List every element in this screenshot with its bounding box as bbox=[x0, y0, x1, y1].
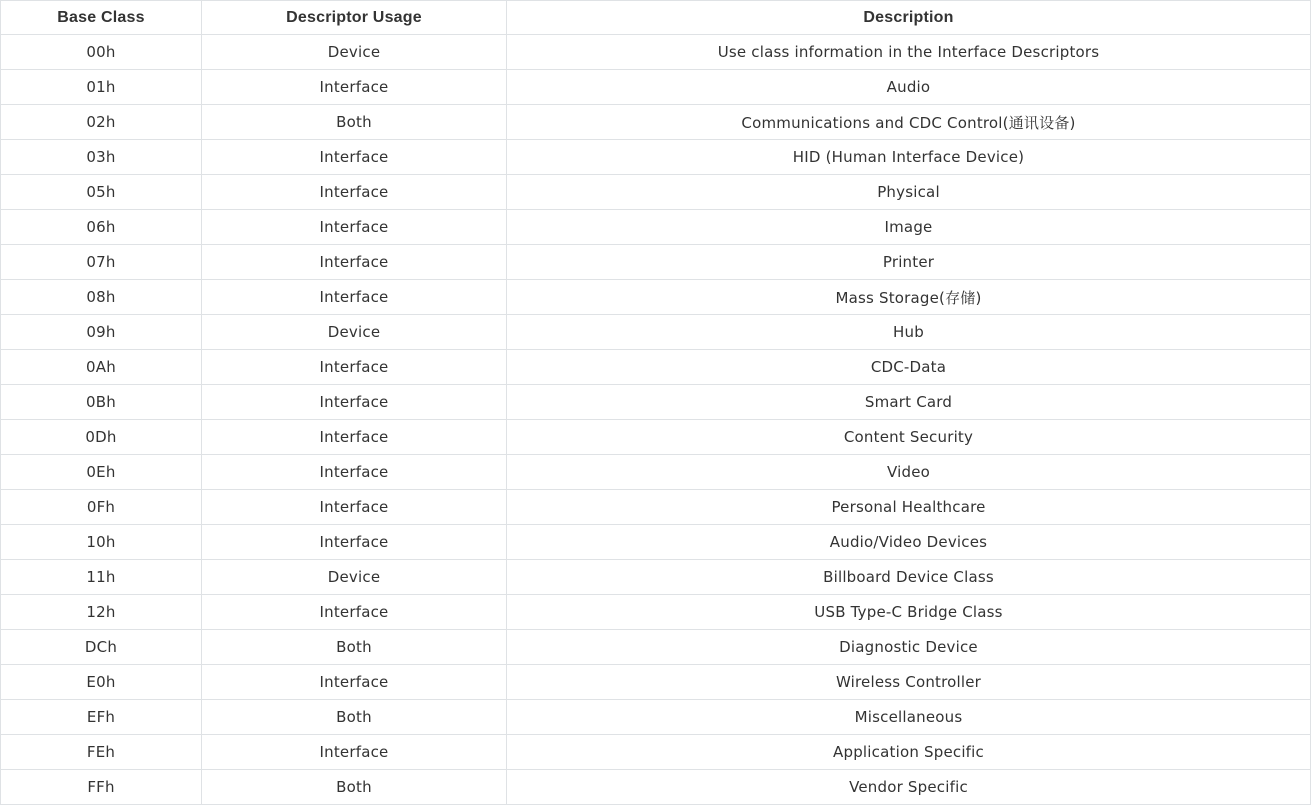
cell-base-class: 11h bbox=[1, 560, 202, 595]
cell-description: Audio bbox=[507, 70, 1311, 105]
table-row bbox=[1, 245, 1311, 280]
cell-description: Printer bbox=[507, 245, 1311, 280]
cell-description: Diagnostic Device bbox=[507, 630, 1311, 665]
cell-descriptor-usage: Interface bbox=[202, 420, 507, 455]
table-row bbox=[1, 175, 1311, 210]
cell-description: Wireless Controller bbox=[507, 665, 1311, 700]
cell-base-class: 12h bbox=[1, 595, 202, 630]
cell-base-class: 08h bbox=[1, 280, 202, 315]
table-row bbox=[1, 140, 1311, 175]
cell-descriptor-usage: Both bbox=[202, 105, 507, 140]
cell-description: Hub bbox=[507, 315, 1311, 350]
cell-description: HID (Human Interface Device) bbox=[507, 140, 1311, 175]
cell-description: CDC-Data bbox=[507, 350, 1311, 385]
cell-description: Application Specific bbox=[507, 735, 1311, 770]
cell-description: Miscellaneous bbox=[507, 700, 1311, 735]
cell-descriptor-usage: Interface bbox=[202, 455, 507, 490]
cell-descriptor-usage: Interface bbox=[202, 140, 507, 175]
cell-descriptor-usage: Interface bbox=[202, 70, 507, 105]
cell-base-class: 07h bbox=[1, 245, 202, 280]
cell-descriptor-usage: Both bbox=[202, 770, 507, 805]
cell-descriptor-usage: Interface bbox=[202, 245, 507, 280]
cell-description: Physical bbox=[507, 175, 1311, 210]
table-row bbox=[1, 210, 1311, 245]
cell-description: Video bbox=[507, 455, 1311, 490]
table-row bbox=[1, 560, 1311, 595]
cell-descriptor-usage: Interface bbox=[202, 525, 507, 560]
cell-base-class: 00h bbox=[1, 35, 202, 70]
cell-base-class: 0Eh bbox=[1, 455, 202, 490]
cell-description: Audio/Video Devices bbox=[507, 525, 1311, 560]
cell-base-class: FEh bbox=[1, 735, 202, 770]
table-row bbox=[1, 455, 1311, 490]
cell-base-class: 03h bbox=[1, 140, 202, 175]
cell-description: Image bbox=[507, 210, 1311, 245]
cell-base-class: 0Ah bbox=[1, 350, 202, 385]
header-base-class: Base Class bbox=[1, 1, 202, 35]
cell-base-class: 05h bbox=[1, 175, 202, 210]
cell-base-class: 0Bh bbox=[1, 385, 202, 420]
table-row bbox=[1, 490, 1311, 525]
table-row bbox=[1, 770, 1311, 805]
cell-descriptor-usage: Device bbox=[202, 315, 507, 350]
cell-descriptor-usage: Both bbox=[202, 630, 507, 665]
cell-descriptor-usage: Device bbox=[202, 560, 507, 595]
cell-description: Personal Healthcare bbox=[507, 490, 1311, 525]
cell-descriptor-usage: Device bbox=[202, 35, 507, 70]
table-row bbox=[1, 665, 1311, 700]
header-description: Description bbox=[507, 1, 1311, 35]
cell-description: Use class information in the Interface Descriptors bbox=[507, 35, 1311, 70]
cell-base-class: EFh bbox=[1, 700, 202, 735]
table-row bbox=[1, 385, 1311, 420]
table-row bbox=[1, 350, 1311, 385]
table-row bbox=[1, 315, 1311, 350]
cell-description: Smart Card bbox=[507, 385, 1311, 420]
table-row bbox=[1, 525, 1311, 560]
table-row bbox=[1, 280, 1311, 315]
cell-base-class: 09h bbox=[1, 315, 202, 350]
cell-base-class: DCh bbox=[1, 630, 202, 665]
cell-base-class: 06h bbox=[1, 210, 202, 245]
cell-description: Communications and CDC Control(通讯设备) bbox=[507, 105, 1311, 140]
table-row bbox=[1, 595, 1311, 630]
table-row bbox=[1, 70, 1311, 105]
cell-descriptor-usage: Both bbox=[202, 700, 507, 735]
cell-base-class: 10h bbox=[1, 525, 202, 560]
cell-description: Billboard Device Class bbox=[507, 560, 1311, 595]
table-row bbox=[1, 700, 1311, 735]
cell-description: Vendor Specific bbox=[507, 770, 1311, 805]
cell-base-class: E0h bbox=[1, 665, 202, 700]
table-header bbox=[1, 1, 1311, 35]
cell-description: USB Type-C Bridge Class bbox=[507, 595, 1311, 630]
table-row bbox=[1, 420, 1311, 455]
table-row bbox=[1, 35, 1311, 70]
header-row bbox=[1, 1, 1311, 35]
cell-descriptor-usage: Interface bbox=[202, 385, 507, 420]
cell-descriptor-usage: Interface bbox=[202, 665, 507, 700]
cell-base-class: 01h bbox=[1, 70, 202, 105]
cell-descriptor-usage: Interface bbox=[202, 490, 507, 525]
cell-descriptor-usage: Interface bbox=[202, 735, 507, 770]
table-row bbox=[1, 735, 1311, 770]
cell-description: Mass Storage(存储) bbox=[507, 280, 1311, 315]
table-row bbox=[1, 105, 1311, 140]
table-row bbox=[1, 630, 1311, 665]
cell-descriptor-usage: Interface bbox=[202, 210, 507, 245]
cell-descriptor-usage: Interface bbox=[202, 350, 507, 385]
cell-base-class: 02h bbox=[1, 105, 202, 140]
cell-description: Content Security bbox=[507, 420, 1311, 455]
cell-base-class: FFh bbox=[1, 770, 202, 805]
cell-descriptor-usage: Interface bbox=[202, 175, 507, 210]
cell-descriptor-usage: Interface bbox=[202, 595, 507, 630]
table-body bbox=[1, 35, 1311, 805]
cell-descriptor-usage: Interface bbox=[202, 280, 507, 315]
header-descriptor-usage: Descriptor Usage bbox=[202, 1, 507, 35]
cell-base-class: 0Dh bbox=[1, 420, 202, 455]
cell-base-class: 0Fh bbox=[1, 490, 202, 525]
